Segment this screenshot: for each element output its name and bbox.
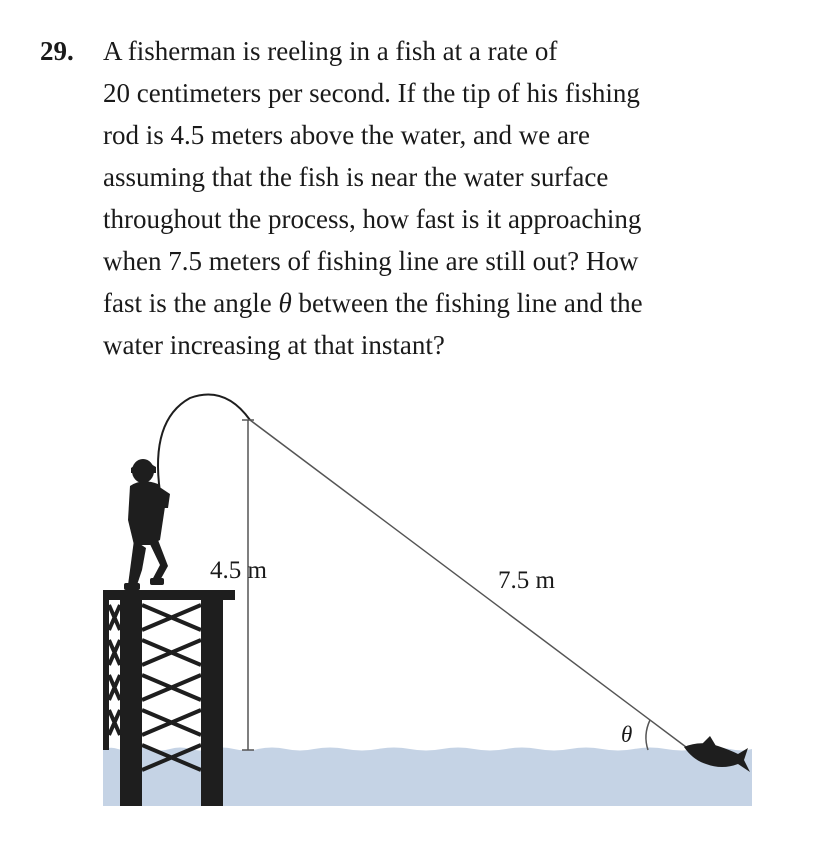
line-length-label: 7.5 m (498, 567, 555, 594)
water (103, 748, 752, 807)
angle-arc (646, 720, 650, 750)
fisherman-silhouette (124, 459, 170, 590)
theta-symbol: θ (278, 288, 292, 318)
height-label: 4.5 m (210, 557, 267, 584)
problem-line-3: rod is 4.5 meters above the water, and we are (103, 120, 590, 150)
problem-line-2: 20 centimeters per second. If the tip of his fishing (103, 78, 640, 108)
problem-line-1: A fisherman is reeling in a fish at a rate of (103, 36, 558, 66)
angle-label: θ (621, 722, 633, 747)
line-7-start: fast is the angle (103, 288, 279, 318)
problem-line-5: throughout the process, how fast is it approaching (103, 204, 642, 234)
fishing-rod (158, 394, 250, 492)
height-marker (242, 420, 254, 750)
line-7-end: between the fishing line and the (291, 288, 643, 318)
problem-line-4: assuming that the fish is near the water surface (103, 162, 609, 192)
problem-line-8: water increasing at that instant? (103, 330, 445, 360)
problem-number: 29. (40, 36, 74, 66)
problem-line-6: when 7.5 meters of fishing line are still out? How (103, 246, 639, 276)
fishing-line (250, 420, 690, 750)
